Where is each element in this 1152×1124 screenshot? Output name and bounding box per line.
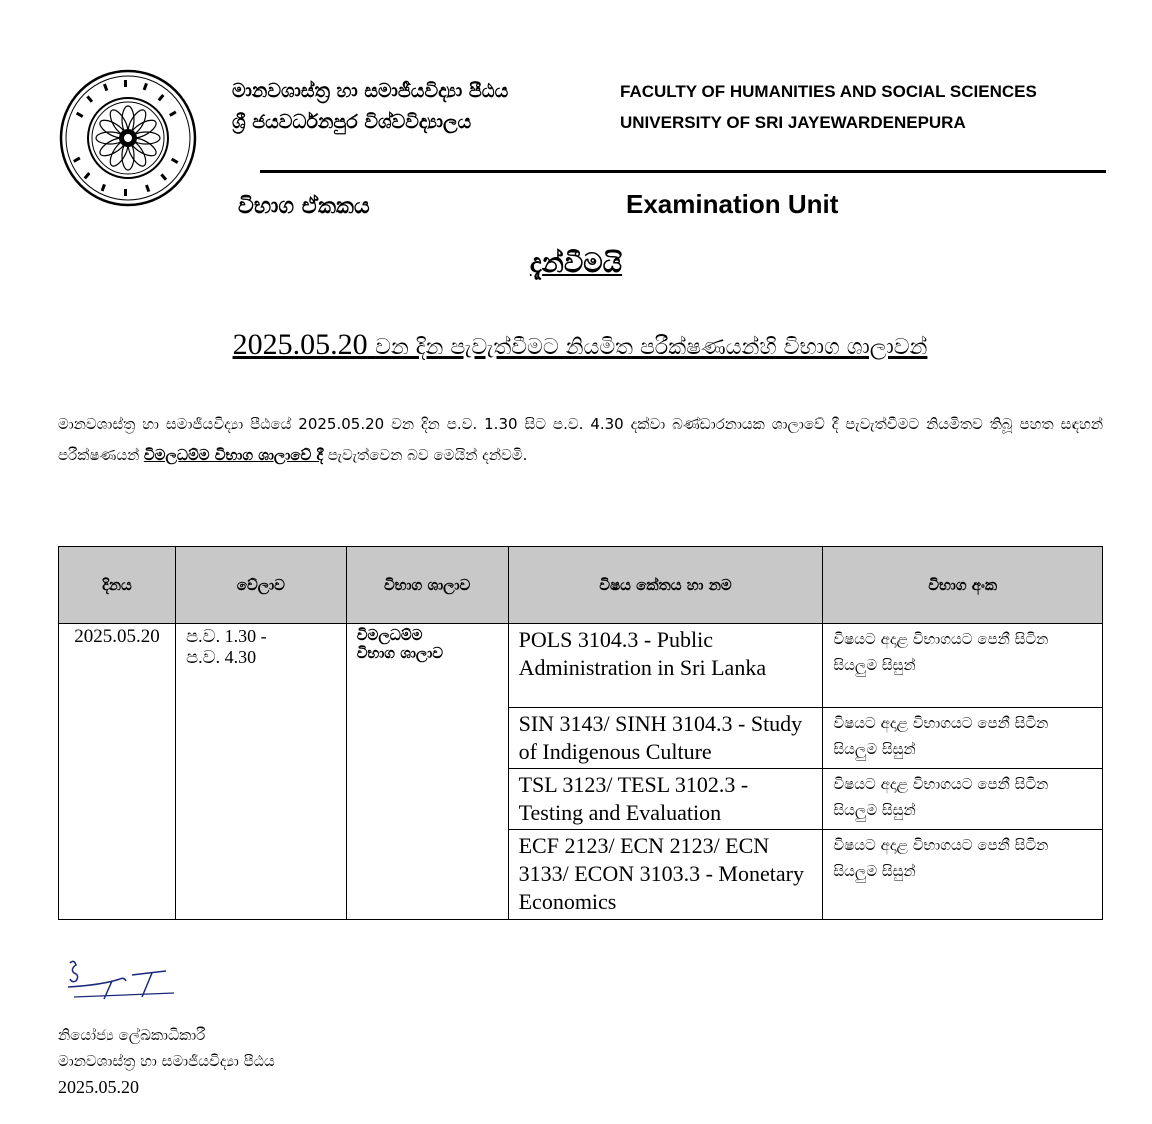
cell-subject: ECF 2123/ ECN 2123/ ECN 3133/ ECON 3103.3 - Monetary Economics (508, 830, 823, 920)
cell-time (175, 624, 346, 920)
header-rule (260, 170, 1106, 173)
time-end: ප.ව. 4.30 (185, 647, 257, 667)
cell-subject: POLS 3104.3 - Public Administration in Sri Lanka (508, 624, 823, 708)
time-start: ප.ව. 1.30 - (185, 626, 267, 646)
cell-venue (346, 624, 508, 920)
university-name-english: UNIVERSITY OF SRI JAYEWARDENEPURA (620, 113, 966, 132)
notice-body-part1: මානවශාස්ත්‍ර හා සමාජීයවිද්‍යා පීඨයේ 2025.05.20 වන දින ප.ව. 1.30 සිට ප.ව. 4.30 දක්වා බණ්ඩාරනායක ශාලාවේ දී පැවැත්වීමට නියමිතව තිබූ පහත සඳහන් පරීක්ෂණයන් (58, 415, 1103, 464)
cell-eligibility: විෂයට අදාළ විභාගයට පෙනී සිටින සියලුම සිසුන් (823, 769, 1103, 830)
university-name-sinhala: ශ්‍රී ජයවර්ධනපුර විශ්වවිද්‍යාලය (232, 111, 472, 133)
signatory-date: 2025.05.20 (58, 1077, 139, 1097)
notice-subject-text: වන දින පැවැත්වීමට නියමිත පරීක්ෂණයන්හි විභාග ශාලාවන් (375, 335, 928, 360)
cell-eligibility: විෂයට අදාළ විභාගයට පෙනී සිටින සියලුම සිසුන් (823, 624, 1103, 708)
faculty-name-english: FACULTY OF HUMANITIES AND SOCIAL SCIENCES (620, 82, 1037, 101)
cell-eligibility: විෂයට අදාළ විභාගයට පෙනී සිටින සියලුම සිසුන් (823, 708, 1103, 769)
venue-line-1: විමලධම්ම (356, 626, 423, 644)
university-seal-logo (58, 68, 198, 208)
table-header-row (59, 547, 1103, 624)
header-subject: විෂය කේතය හා නම (508, 547, 823, 624)
notice-body-part2: පැවැත්වෙන බව මෙයින් දන්වමි. (327, 446, 528, 464)
header-time: වේලාව (175, 547, 346, 624)
cell-date: 2025.05.20 (59, 624, 176, 920)
venue-line-2: විභාග ශාලාව (356, 644, 444, 662)
signature (62, 955, 182, 1005)
notice-subject (60, 328, 1100, 362)
signatory-block (58, 1022, 275, 1100)
notice-body-venue: විමලධම්ම විභාග ශාලාවේ දී (143, 446, 324, 464)
unit-name-english: Examination Unit (626, 189, 839, 219)
exam-schedule-table (58, 546, 1103, 920)
notice-title: දැන්වීමයි (529, 248, 623, 279)
cell-subject: TSL 3123/ TESL 3102.3 - Testing and Evaluation (508, 769, 823, 830)
unit-name-sinhala: විභාග ඒකකය (238, 194, 370, 219)
cell-subject: SIN 3143/ SINH 3104.3 - Study of Indigenous Culture (508, 708, 823, 769)
notice-body (58, 408, 1103, 470)
header-date: දිනය (59, 547, 176, 624)
header-venue: විභාග ශාලාව (346, 547, 508, 624)
signatory-faculty: මානවශාස්ත්‍ර හා සමාජීයවිද්‍යා පීඨය (58, 1052, 275, 1070)
table-row (59, 624, 1103, 708)
cell-eligibility: විෂයට අදාළ විභාගයට පෙනී සිටින සියලුම සිසුන් (823, 830, 1103, 920)
faculty-name-sinhala: මානවශාස්ත්‍ර හා සමාජීයවිද්‍යා පීඨය (232, 80, 509, 102)
signatory-designation: නියෝජ්‍ය ලේඛකාධිකාරී (58, 1026, 206, 1044)
header-index-numbers: විභාග අංක (823, 547, 1103, 624)
notice-subject-date: 2025.05.20 (232, 328, 368, 361)
